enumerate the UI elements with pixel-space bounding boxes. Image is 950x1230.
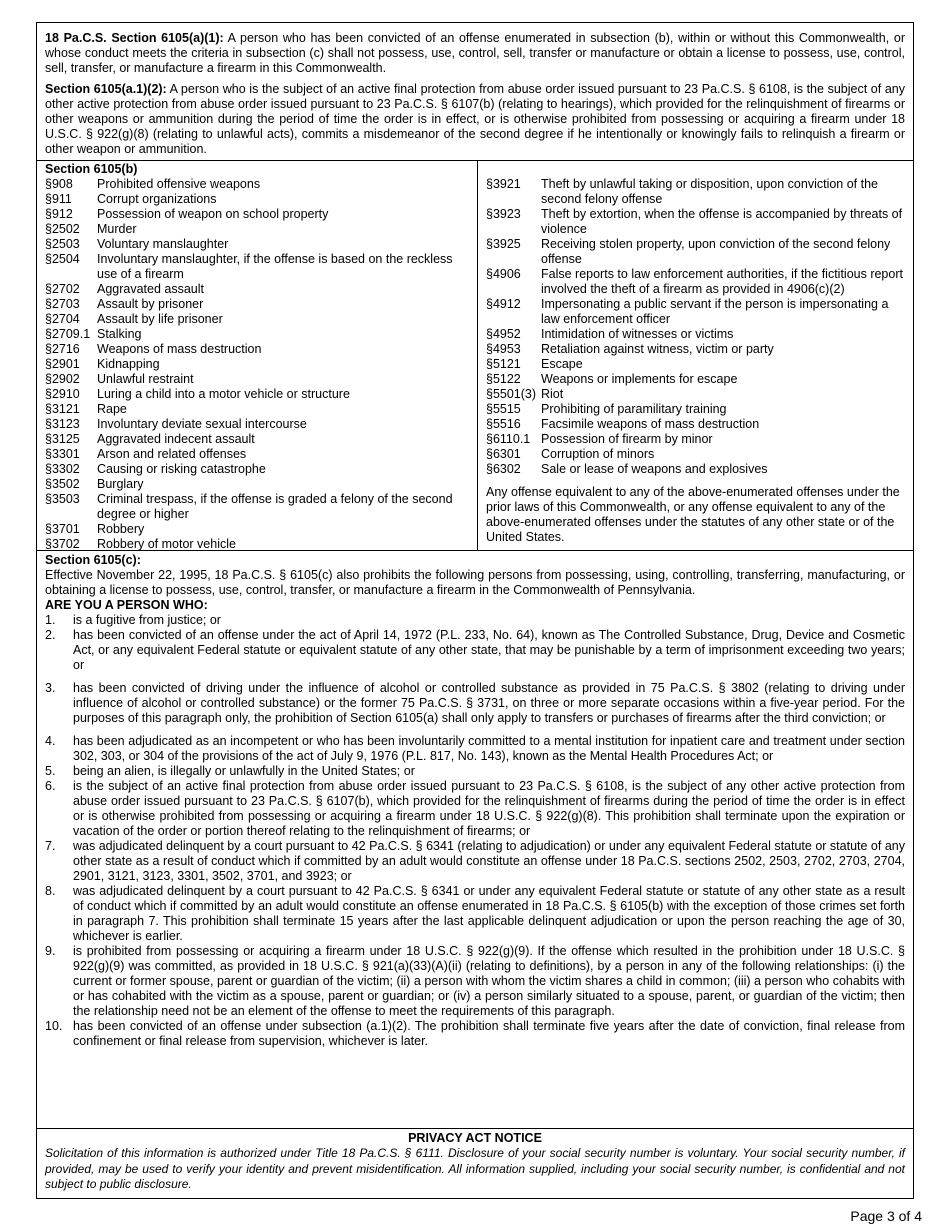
offense-description: Aggravated indecent assault bbox=[97, 432, 255, 446]
equivalent-offenses-note: Any offense equivalent to any of the above-enumerated offenses under the prior laws of this Commonwealth, or any offense equivalent to any of the above-enumerated offenses under the statutes of any other state or of the United States. bbox=[486, 485, 900, 544]
list-item-text: is prohibited from possessing or acquiring a firearm under 18 U.S.C. § 922(g)(9). If the offense which resulted in the prohibition under 18 U.S.C. § 922(g)(9) was committed, as provided in 18 U.S.C. § 921(a)(33)(A)(ii) (relating to definitions), by a person in any of the following relationships: (i) the current or former spouse, parent or guardian of the victim; (ii) a person with whom the victim shares a child in common; (iii) a person who cohabits with or has cohabited with the victim as a spouse, parent or guardian; or (iv) a person similarly situated to a spouse, parent, or guardian of the victim; then the relationship need not be an element of the offense to meet the requirements of this paragraph. bbox=[73, 944, 905, 1018]
list-item bbox=[45, 628, 905, 673]
offense-description: Kidnapping bbox=[97, 357, 160, 371]
section-6105a12-heading: Section 6105(a.1)(2): bbox=[45, 82, 167, 96]
list-item-number: 8. bbox=[45, 884, 56, 898]
offense-section-number: §5121 bbox=[486, 357, 521, 371]
offense-description: False reports to law enforcement authorities, if the fictitious report involved the theft of a firearm as provided in 4906(c)(2) bbox=[541, 267, 903, 296]
offense-row bbox=[45, 492, 469, 522]
offense-description: Prohibited offensive weapons bbox=[97, 177, 261, 191]
list-item-text: was adjudicated delinquent by a court pursuant to 42 Pa.C.S. § 6341 (relating to adjudication) or under any equivalent Federal statute or statute of any other state as a result of conduct which if committed by an adult would constitute an offense under 18 Pa.C.S. sections 2502, 2503, 2702, 2703, 2704, 2901, 3121, 3123, 3301, 3502, 3701, and 3923; or bbox=[73, 839, 905, 883]
offense-row bbox=[45, 192, 469, 207]
offense-section-number: §3121 bbox=[45, 402, 80, 416]
list-item-text: is a fugitive from justice; or bbox=[73, 613, 221, 627]
offense-section-number: §3502 bbox=[45, 477, 80, 491]
offense-row bbox=[486, 267, 907, 297]
offense-description: Burglary bbox=[97, 477, 144, 491]
offense-section-number: §908 bbox=[45, 177, 73, 191]
offense-description: Unlawful restraint bbox=[97, 372, 194, 386]
offense-section-number: §3921 bbox=[486, 177, 521, 191]
offense-section-number: §4953 bbox=[486, 342, 521, 356]
offense-section-number: §912 bbox=[45, 207, 73, 221]
offense-section-number: §5515 bbox=[486, 402, 521, 416]
offense-description: Stalking bbox=[97, 327, 142, 341]
section-6105a12-text: A person who is the subject of an active final protection from abuse order issued pursuant to 23 Pa.C.S. § 6108, is the subject of any other active protection from abuse order issued pursuant to 23 Pa.C.S. § 6107(b) (relating to hearings), which provided for the relinquishment of firearms or other weapons or ammunition during the period of time the order is in effect, or is otherwise prohibited from possessing or acquiring a firearm under 18 U.S.C. § 922(g)(8) (relating to unlawful acts), commits a misdemeanor of the second degree if he intentionally or knowingly fails to relinquish a firearm or other weapon or ammunition. bbox=[45, 82, 905, 156]
section-6105a-block bbox=[37, 23, 913, 161]
offense-row bbox=[45, 327, 469, 342]
offense-row bbox=[486, 327, 907, 342]
list-item-number: 2. bbox=[45, 628, 56, 642]
section-6105a1-heading: 18 Pa.C.S. Section 6105(a)(1): bbox=[45, 31, 224, 45]
offense-row bbox=[45, 312, 469, 327]
list-item bbox=[45, 779, 905, 839]
offense-description: Luring a child into a motor vehicle or structure bbox=[97, 387, 350, 401]
list-item-text: has been adjudicated as an incompetent or who has been involuntarily committed to a mental institution for inpatient care and treatment under section 302, 303, or 304 of the provisions of the act of July 9, 1976 (P.L. 817, No. 143), known as the Mental Health Procedures Act; or bbox=[73, 734, 905, 763]
list-item bbox=[45, 884, 905, 944]
offense-row bbox=[486, 372, 907, 387]
list-item-text: has been convicted of an offense under subsection (a.1)(2). The prohibition shall terminate five years after the date of conviction, final release from confinement or final release from supervision, whichever is later. bbox=[73, 1019, 905, 1048]
offense-description: Involuntary manslaughter, if the offense is based on the reckless use of a firearm bbox=[97, 252, 453, 281]
offense-row bbox=[45, 537, 469, 552]
offense-description: Assault by life prisoner bbox=[97, 312, 223, 326]
offense-section-number: §6110.1 bbox=[486, 432, 531, 446]
privacy-act-notice bbox=[37, 1129, 913, 1200]
list-item-number: 4. bbox=[45, 734, 56, 748]
offense-section-number: §3123 bbox=[45, 417, 80, 431]
section-6105b-block bbox=[37, 161, 913, 551]
list-item-number: 6. bbox=[45, 779, 56, 793]
privacy-act-text: Solicitation of this information is authorized under Title 18 Pa.C.S. § 6111. Disclosure of your social security number is voluntary. Your social security number, if provided, may be used to verify your identity and prevent misidentification. All information supplied, including your social security number, is confidential and not subject to public disclosure. bbox=[45, 1146, 905, 1191]
offense-section-number: §4906 bbox=[486, 267, 521, 281]
offense-description: Impersonating a public servant if the person is impersonating a law enforcement officer bbox=[541, 297, 889, 326]
offense-row bbox=[486, 177, 907, 207]
offense-row bbox=[45, 447, 469, 462]
offense-section-number: §3503 bbox=[45, 492, 80, 506]
offense-description: Escape bbox=[541, 357, 583, 371]
offense-section-number: §2910 bbox=[45, 387, 80, 401]
offense-section-number: §2901 bbox=[45, 357, 80, 371]
offense-description: Corruption of minors bbox=[541, 447, 655, 461]
offense-description: Corrupt organizations bbox=[97, 192, 217, 206]
offense-section-number: §2702 bbox=[45, 282, 80, 296]
offense-row bbox=[45, 252, 469, 282]
section-6105c-block bbox=[37, 551, 913, 1129]
offense-section-number: §3923 bbox=[486, 207, 521, 221]
offense-description: Intimidation of witnesses or victims bbox=[541, 327, 734, 341]
section-6105c-intro: Effective November 22, 1995, 18 Pa.C.S. § 6105(c) also prohibits the following persons from possessing, using, controlling, transferring, manufacturing, or obtaining a license to possess, use, control, transfer, or manufacture a firearm in the Commonwealth of Pennsylvania. bbox=[45, 568, 905, 597]
offense-row bbox=[45, 222, 469, 237]
offense-section-number: §3302 bbox=[45, 462, 80, 476]
list-item bbox=[45, 1019, 905, 1049]
offense-section-number: §6301 bbox=[486, 447, 521, 461]
list-item-number: 9. bbox=[45, 944, 56, 958]
offense-section-number: §2502 bbox=[45, 222, 80, 236]
form-frame bbox=[36, 22, 914, 1199]
offense-section-number: §5122 bbox=[486, 372, 521, 386]
offense-section-number: §2503 bbox=[45, 237, 80, 251]
offense-description: Assault by prisoner bbox=[97, 297, 204, 311]
list-item-number: 1. bbox=[45, 613, 56, 627]
offense-row bbox=[45, 237, 469, 252]
list-item bbox=[45, 944, 905, 1019]
offense-description: Prohibiting of paramilitary training bbox=[541, 402, 727, 416]
offense-description: Possession of weapon on school property bbox=[97, 207, 329, 221]
offense-description: Causing or risking catastrophe bbox=[97, 462, 266, 476]
offense-description: Receiving stolen property, upon conviction of the second felony offense bbox=[541, 237, 891, 266]
offense-row bbox=[45, 282, 469, 297]
section-6105c-title: Section 6105(c): bbox=[45, 553, 141, 567]
offense-description: Murder bbox=[97, 222, 137, 236]
offense-row bbox=[486, 432, 907, 447]
section-6105a12-paragraph bbox=[45, 82, 905, 157]
list-item-number: 10. bbox=[45, 1019, 63, 1033]
list-item bbox=[45, 613, 905, 628]
offense-row bbox=[486, 342, 907, 357]
offense-section-number: §5516 bbox=[486, 417, 521, 431]
offense-row bbox=[486, 237, 907, 267]
offense-row bbox=[45, 372, 469, 387]
offense-row bbox=[45, 357, 469, 372]
offense-row bbox=[45, 522, 469, 537]
offense-description: Facsimile weapons of mass destruction bbox=[541, 417, 760, 431]
offense-description: Involuntary deviate sexual intercourse bbox=[97, 417, 307, 431]
offense-section-number: §911 bbox=[45, 192, 72, 206]
offense-description: Robbery of motor vehicle bbox=[97, 537, 236, 551]
offense-section-number: §5501(3) bbox=[486, 387, 537, 401]
list-item-number: 7. bbox=[45, 839, 56, 853]
offense-section-number: §2716 bbox=[45, 342, 80, 356]
offense-section-number: §4952 bbox=[486, 327, 521, 341]
list-item-text: being an alien, is illegally or unlawfully in the United States; or bbox=[73, 764, 415, 778]
offense-description: Voluntary manslaughter bbox=[97, 237, 229, 251]
offense-section-number: §3702 bbox=[45, 537, 80, 551]
offense-description: Aggravated assault bbox=[97, 282, 205, 296]
offense-description: Rape bbox=[97, 402, 127, 416]
section-6105a1-text: A person who has been convicted of an offense enumerated in subsection (b), within or without this Commonwealth, or whose conduct meets the criteria in subsection (c) shall not possess, use, control, sell, transfer or manufacture or obtain a license to possess, use, control, sell, transfer, or manufacture a firearm in this Commonwealth. bbox=[45, 31, 905, 75]
offense-section-number: §2703 bbox=[45, 297, 80, 311]
list-item bbox=[45, 681, 905, 726]
offense-row bbox=[486, 462, 907, 477]
offense-section-number: §6302 bbox=[486, 462, 521, 476]
offense-description: Weapons or implements for escape bbox=[541, 372, 738, 386]
offense-row bbox=[45, 417, 469, 432]
offense-row bbox=[45, 297, 469, 312]
offense-row bbox=[486, 417, 907, 432]
offense-row bbox=[486, 402, 907, 417]
offense-row bbox=[486, 447, 907, 462]
offense-section-number: §4912 bbox=[486, 297, 521, 311]
list-item bbox=[45, 839, 905, 884]
offense-row bbox=[45, 402, 469, 417]
offense-description: Possession of firearm by minor bbox=[541, 432, 713, 446]
offense-description: Robbery bbox=[97, 522, 145, 536]
offense-row bbox=[45, 207, 469, 222]
offense-section-number: §2902 bbox=[45, 372, 80, 386]
offense-section-number: §2709.1 bbox=[45, 327, 91, 341]
offense-row bbox=[486, 357, 907, 372]
list-item-text: is the subject of an active final protection from abuse order issued pursuant to 23 Pa.C.S. § 6108, is the subject of any other active protection from abuse order issued pursuant to 23 Pa.C.S. § 6107(b), which provided for the relinquishment of firearms during the period of time the order is in effect or is otherwise prohibited from possessing or acquiring a firearm under 18 U.S.C. § 922(g)(8). This prohibition shall terminate upon the expiration or vacation of the order or portion thereof relating to the relinquishment of firearms; or bbox=[73, 779, 905, 838]
list-item-number: 5. bbox=[45, 764, 56, 778]
list-item-text: has been convicted of an offense under the act of April 14, 1972 (P.L. 233, No. 64), known as The Controlled Substance, Drug, Device and Cosmetic Act, or any equivalent Federal statute or equivalent statute of any other state, that may be punishable by a term of imprisonment exceeding two years; or bbox=[73, 628, 905, 672]
offense-list-left bbox=[37, 161, 478, 551]
offense-description: Arson and related offenses bbox=[97, 447, 247, 461]
offense-row bbox=[45, 432, 469, 447]
page-number: Page 3 of 4 bbox=[850, 1208, 922, 1224]
offense-row bbox=[486, 297, 907, 327]
offense-section-number: §3925 bbox=[486, 237, 521, 251]
list-item-number: 3. bbox=[45, 681, 56, 695]
prohibited-persons-list bbox=[45, 613, 905, 1049]
list-item bbox=[45, 734, 905, 764]
list-item-text: was adjudicated delinquent by a court pursuant to 42 Pa.C.S. § 6341 or under any equivalent Federal statute or statute of any other state as a result of conduct which if committed by an adult would constitute an offense enumerated in 18 Pa.C.S. § 6105(b) with the exception of those crimes set forth in paragraph 7. This prohibition shall terminate 15 years after the last applicable delinquent adjudication or upon the person reaching the age of 30, whichever is earlier. bbox=[73, 884, 905, 943]
question-heading: ARE YOU A PERSON WHO: bbox=[45, 598, 208, 612]
offense-description: Criminal trespass, if the offense is graded a felony of the second degree or higher bbox=[97, 492, 453, 521]
offense-section-number: §3125 bbox=[45, 432, 80, 446]
list-item bbox=[45, 764, 905, 779]
offense-section-number: §3701 bbox=[45, 522, 80, 536]
offense-row bbox=[45, 477, 469, 492]
offense-description: Sale or lease of weapons and explosives bbox=[541, 462, 768, 476]
offense-description: Riot bbox=[541, 387, 564, 401]
offense-row bbox=[45, 462, 469, 477]
offense-description: Weapons of mass destruction bbox=[97, 342, 262, 356]
privacy-act-title: PRIVACY ACT NOTICE bbox=[408, 1131, 542, 1145]
offense-row bbox=[45, 177, 469, 192]
offense-row bbox=[486, 207, 907, 237]
offense-row bbox=[486, 387, 907, 402]
offense-description: Theft by extortion, when the offense is accompanied by threats of violence bbox=[541, 207, 903, 236]
offense-section-number: §3301 bbox=[45, 447, 80, 461]
offense-section-number: §2504 bbox=[45, 252, 80, 266]
offense-section-number: §2704 bbox=[45, 312, 80, 326]
offense-description: Theft by unlawful taking or disposition, upon conviction of the second felony offense bbox=[541, 177, 879, 206]
offense-description: Retaliation against witness, victim or party bbox=[541, 342, 774, 356]
section-6105b-title: Section 6105(b) bbox=[45, 162, 138, 176]
offense-row bbox=[45, 387, 469, 402]
section-6105a1-paragraph bbox=[45, 31, 905, 76]
list-item-text: has been convicted of driving under the influence of alcohol or controlled substance as provided in 75 Pa.C.S. § 3802 (relating to driving under influence of alcohol or controlled substance) or the former 75 Pa.C.S. § 3731, on three or more separate occasions within a five-year period. For the purposes of this paragraph only, the prohibition of Section 6105(a) shall only apply to transfers or purchases of firearms after the third conviction; or bbox=[73, 681, 905, 725]
offense-row bbox=[45, 342, 469, 357]
offense-list-right bbox=[478, 161, 913, 545]
